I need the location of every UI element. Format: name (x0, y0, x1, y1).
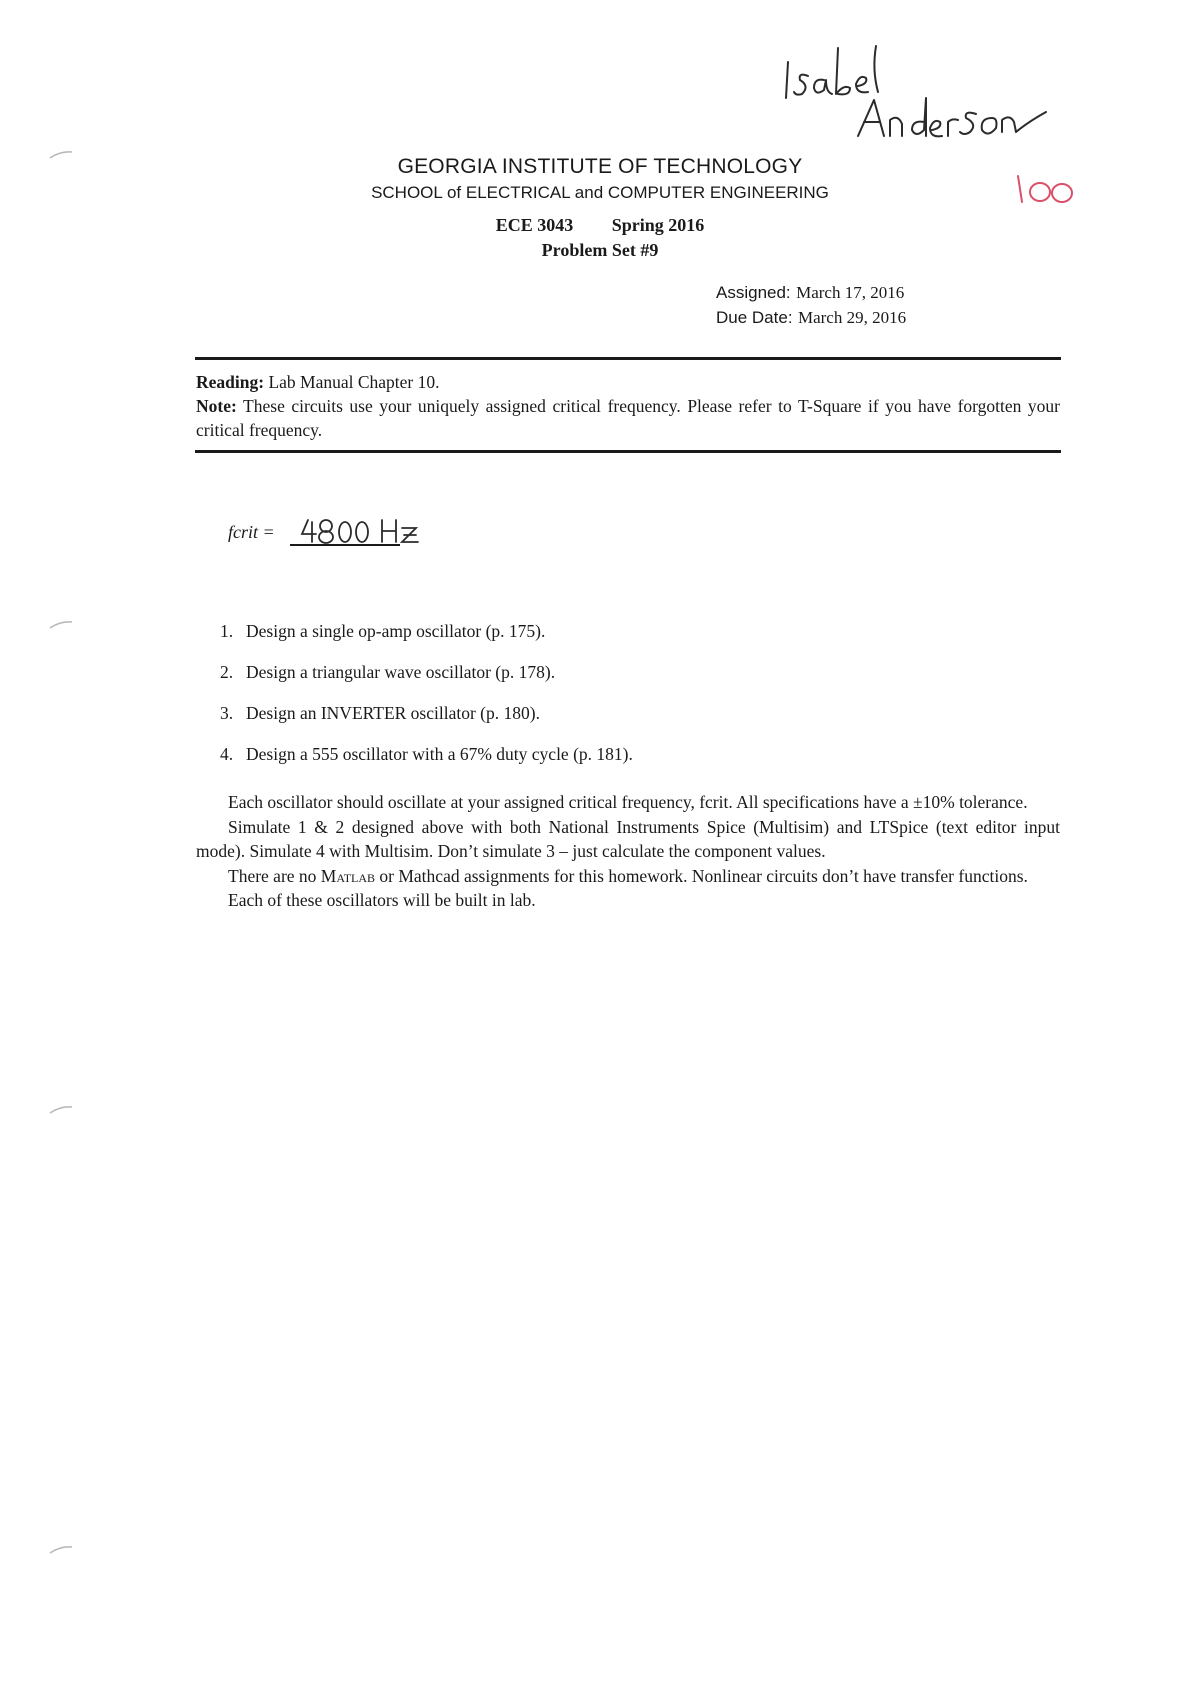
note-text: These circuits use your uniquely assigned critical frequency. Please refer to T-Square if you have forgotten your critical frequency. (196, 396, 1061, 440)
divider-bottom (195, 450, 1061, 453)
assigned-date (716, 283, 904, 303)
problem-list (220, 621, 633, 785)
list-item: 2. Design a triangular wave oscillator (p. 178). (220, 662, 556, 682)
list-item: 3. Design an INVERTER oscillator (p. 180). (220, 703, 540, 723)
list-item: 4. Design a 555 oscillator with a 67% duty cycle (p. 181). (220, 744, 633, 764)
handwritten-fcrit-value (298, 516, 438, 546)
paragraph-tolerance: Each oscillator should oscillate at your assigned critical frequency, fcrit. All specifications have a ±10% tolerance. (228, 792, 1028, 812)
list-item: 1. Design a single op-amp oscillator (p. 175). (220, 621, 546, 641)
reading-line (196, 370, 1060, 394)
note-label: Note: (196, 396, 237, 416)
due-date (716, 308, 906, 328)
problem-set-title: Problem Set #9 (541, 240, 659, 260)
term: Spring 2016 (611, 215, 705, 235)
reading-note-box (196, 370, 1060, 442)
paragraph-lab: Each of these oscillators will be built in lab. (228, 890, 536, 910)
instructions-text (196, 790, 1060, 913)
divider-top (195, 357, 1061, 360)
handwritten-student-name (780, 40, 1100, 150)
punch-mark (48, 1105, 74, 1115)
paragraph-no-matlab: There are no Matlab or Mathcad assignments for this homework. Nonlinear circuits don’t have transfer functions. (228, 865, 1028, 886)
note-line (196, 394, 1060, 442)
course-number: ECE 3043 (495, 215, 574, 235)
assigned-label: Assigned: (716, 283, 791, 302)
punch-mark (48, 1545, 74, 1555)
reading-label: Reading: (196, 372, 265, 392)
due-label: Due Date: (716, 308, 793, 327)
fcrit-label: fcrit = (228, 522, 275, 542)
fcrit-field (228, 516, 428, 556)
institute-name: GEORGIA INSTITUTE OF TECHNOLOGY (397, 155, 803, 178)
punch-mark (48, 620, 74, 630)
due-value: March 29, 2016 (797, 308, 907, 327)
school-name: SCHOOL of ELECTRICAL and COMPUTER ENGINEERING (371, 183, 829, 202)
course-term-row (0, 215, 1200, 236)
paragraph-simulation: Simulate 1 & 2 designed above with both National Instruments Spice (Multisim) and LTSpice (text editor input mode). Simulate 4 with Multisim. Don’t simulate 3 – just calculate the component values. (196, 816, 1060, 861)
reading-text: Lab Manual Chapter 10. (268, 372, 440, 392)
assigned-value: March 17, 2016 (796, 283, 905, 302)
